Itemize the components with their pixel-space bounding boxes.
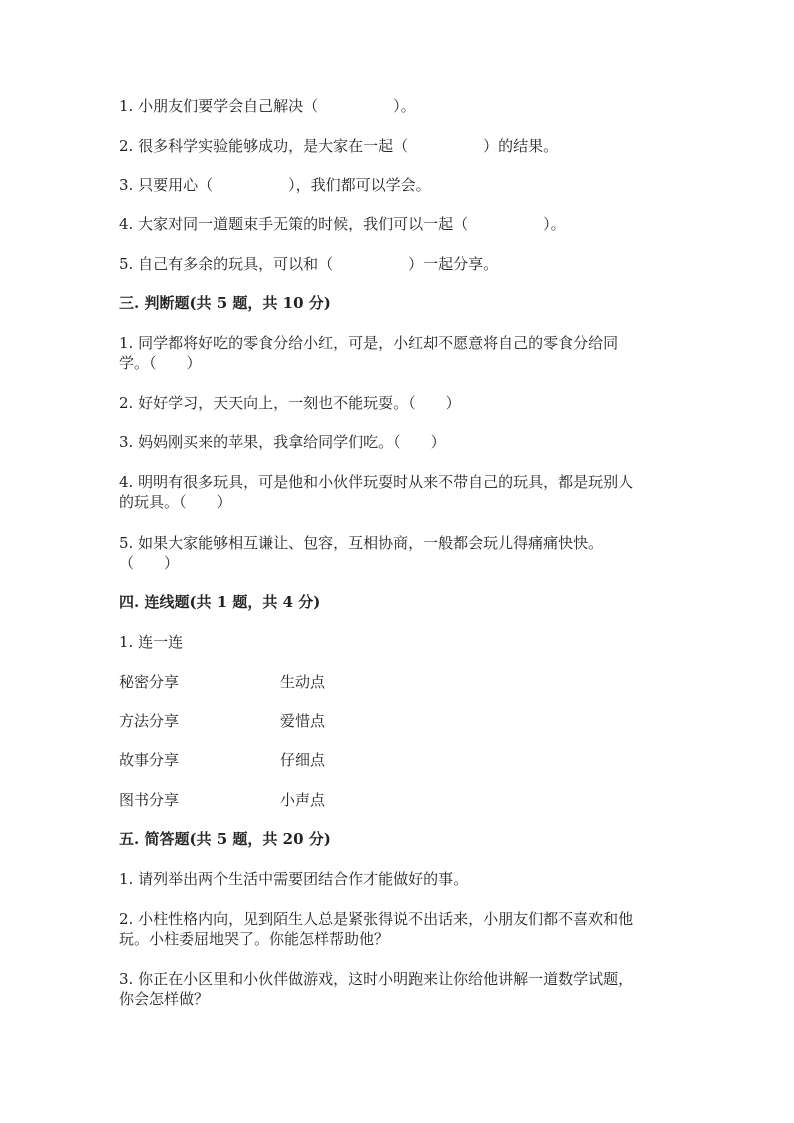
match-right-2: 爱惜点 — [280, 712, 326, 730]
judge-item-1-line2: 学。（ ） — [119, 354, 202, 372]
short-item-3-line2: 你会怎样做？ — [119, 990, 210, 1008]
fill-item-4: 4. 大家对同一道题束手无策的时候，我们可以一起（ ）。 — [119, 215, 566, 233]
match-heading: 四. 连线题(共 1 题，共 4 分) — [119, 593, 321, 611]
fill-item-5: 5. 自己有多余的玩具，可以和（ ）一起分享。 — [119, 255, 499, 273]
short-item-1: 1. 请列举出两个生活中需要团结合作才能做好的事。 — [119, 870, 469, 888]
match-left-4: 图书分享 — [119, 791, 180, 809]
match-left-3: 故事分享 — [119, 751, 180, 769]
short-item-2-line2: 玩。小柱委屈地哭了。你能怎样帮助他？ — [119, 930, 390, 948]
judge-item-4-line2: 的玩具。（ ） — [119, 493, 232, 511]
match-right-1: 生动点 — [280, 673, 326, 691]
judge-item-5-line2: （ ） — [119, 554, 180, 572]
match-left-1: 秘密分享 — [119, 673, 180, 691]
short-item-2-line1: 2. 小柱性格内向，见到陌生人总是紧张得说不出话来，小朋友们都不喜欢和他 — [119, 910, 634, 928]
short-heading: 五. 简答题(共 5 题，共 20 分) — [119, 830, 331, 848]
fill-item-1: 1. 小朋友们要学会自己解决（ ）。 — [119, 97, 416, 115]
judge-item-5-line1: 5. 如果大家能够相互谦让、包容，互相协商，一般都会玩儿得痛痛快快。 — [119, 534, 604, 552]
match-prompt: 1. 连一连 — [119, 633, 184, 651]
match-left-2: 方法分享 — [119, 712, 180, 730]
short-item-3-line1: 3. 你正在小区里和小伙伴做游戏，这时小明跑来让你给他讲解一道数学试题， — [119, 970, 634, 988]
match-right-4: 小声点 — [280, 791, 326, 809]
fill-item-3: 3. 只要用心（ ），我们都可以学会。 — [119, 176, 431, 194]
judge-item-1-line1: 1. 同学都将好吃的零食分给小红，可是，小红却不愿意将自己的零食分给同 — [119, 334, 619, 352]
match-right-3: 仔细点 — [280, 751, 326, 769]
fill-item-2: 2. 很多科学实验能够成功，是大家在一起（ ）的结果。 — [119, 137, 559, 155]
judge-item-3: 3. 妈妈刚买来的苹果，我拿给同学们吃。（ ） — [119, 433, 446, 451]
judge-item-2: 2. 好好学习，天天向上，一刻也不能玩耍。（ ） — [119, 394, 461, 412]
judge-heading: 三. 判断题(共 5 题，共 10 分) — [119, 294, 331, 312]
judge-item-4-line1: 4. 明明有很多玩具，可是他和小伙伴玩耍时从来不带自己的玩具，都是玩别人 — [119, 473, 634, 491]
